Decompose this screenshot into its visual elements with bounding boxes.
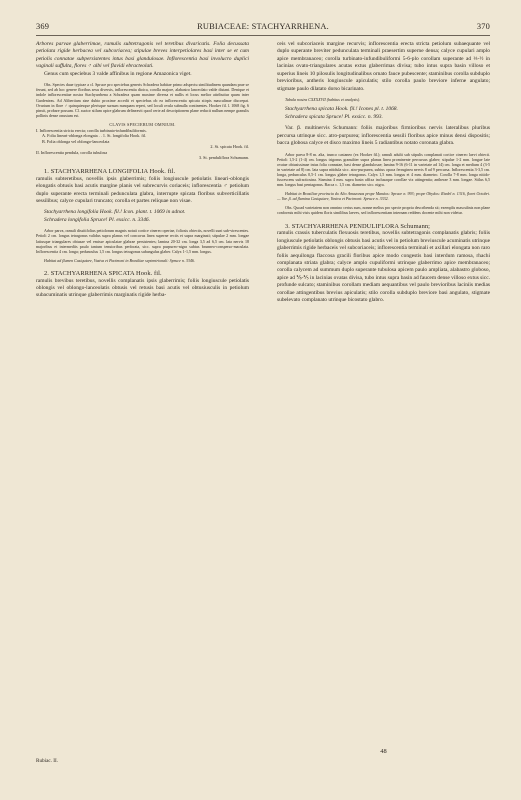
running-title: RUBIACEAE: STACHYARRHENA. [197, 22, 329, 31]
key-row: I. Inflorescentia stricta erecta; corolla turbinato-infundibuliformis. [36, 127, 147, 133]
signature-mark: Rubiac. II. [36, 758, 59, 764]
species-2-reference: Stachyarrhena spicata Hook. fil.! Icones pl. t. 1068. [285, 106, 398, 113]
species-1-reference: Stachyarrhena longifolia Hook. fil.! Icon. plant. t. 1069 in adnot. [44, 209, 186, 216]
species-1-diagnosis: ramulis subteretibus, novellis ipsis glaberrimis; foliis longiuscule petiolatis lineari-oblongis elongatis obtusis basi acutis margine planis vel subrecurvis coriaceis; inflorescentia ♂ petiolum duplo superante erecta terminali pedunculata glabra, interrupte spicata floribus subverticillatis sessilibus; calyce cupulari truncato; corolla et partes reliquae non visae. [36, 175, 249, 205]
species-2-description: Arbor parva 8-8 m. alta, trunco castaneo (ex Hooker fil.); ramuli adulti sub stipulis complanati cortice cinereo laevi obtecti. Petioli 1,5-2 (1-4) cm. longus trigonus granuliter supra planus linea prominente percursus glaber; stipulae 1-2 mm. longae late ovatae obtusissimae intus folia connatae, basi dense glandulosae; lamina 9-16 (6-11 in varietate ad 14) cm. longa et medium 4 (3-5 in varietate ad 8) cm. lata supra nitidula sicc. atro-purpurea, subtus opaca ferruginea nervis 8 ad 9 percursa. Inflorescentia 3-3,5 cm. longa, pedunculus 0,5-1 cm. longus glaber tetragonus. Calyx 1,5 mm. longus et 4 mm. diametro. Corolla 7-8 mm. longa nitido-fuscescens sufractiosina. Stamina 4 mm. supra basin affixa inclusaque corollae vix attingentia; antherae 3 mm. longae. Stilus 6,5 mm. longus basi pentagonus. Bacca c. 1,5 cm. diametro sicc. nigra. [277, 151, 490, 188]
page-number-left: 369 [36, 22, 50, 31]
species-2-heading: 2. STACHYARRHENA SPICATA Hook. fil. [44, 269, 162, 277]
key-row: B. Folia oblonga vel oblongo-lanceolata [42, 138, 110, 144]
plate-reference: Tabula nostra CXXXXVII (habitus et analysis). [285, 97, 361, 103]
variety-description: Var. β. multinervis Schumann: foliis majoribus firmioribus nervis lateralibus pluribus percursa utrinque sicc. atro-purpurea; inflorescentia sessili floribus apice minus densi dispositis; bacca globosa calyce et disco maximo lineis 5 radiantibus notato coronata glabra. [277, 125, 490, 147]
species-key [36, 122, 249, 161]
species-2-synonym: Schradera spicata Spruce! Pl. exsicc. n. 993. [285, 113, 383, 120]
page-number-right: 370 [476, 22, 490, 31]
species-1-habitat: Habitat ad flumen Casiquiare, Vasiva et Pacimoni in Brasiliae septentrionali: Spruce n. 3346. [44, 257, 195, 263]
key-title: CLAVIS SPECIERUM OMNIUM. [109, 121, 176, 127]
species-1-heading: 1. STACHYARRHENA LONGIFOLIA Hook. fil. [44, 168, 176, 176]
right-column [277, 41, 490, 305]
species-1-description: Arbor parva, ramuli dissitifolius petiolorum magnis notati cortice cinereo opertae, foliosis obtectis, novelli sunt sub-virescentes. Petioli 2 cm. longus tetragonus validus supra planus vel concavus linea superne rectis et supra marginati; stipulae 2 mm. longae latiusque triangulares obtusae vel emisse apiculatae glabrae persistentes; lamina 20-32 cm. longa 3,5 ad 6,5 cm. lata nervis 18 majoribus et intermediis paulo tantum tenuioribus perforata, sicc. supra purpureo-nigra subtus brunneo-consperso-maculata. Inflorescentia 4 cm. longa; pedunculus 1,5 cm. longus tetragonus subangulus glaber. Calyx 1-1,5 mm. longus. [36, 228, 249, 254]
key-row: A. Folia lineari-oblonga elongata . . 1. St. longifolia Hook. fil. [42, 133, 147, 139]
header-rule [36, 35, 490, 36]
key-row: 2. St. spicata Hook. fil. [210, 144, 249, 150]
genus-description: Arbores parvae glaberrimae, ramulis subtetragonis vel teretibus divaricatis. Folia decussata petiolata rigide herbacea vel subcoriacea; stipulae breves interpetiolares basi inter se et cum petiolis connatae subpersistentes intus basi glandulosae. Inflorescentia basi involucro duplici vaginali suffulta, flores ♂ albi vel flavidi ebracteolati. [36, 41, 249, 70]
genus-distribution: Genus cum speciebus 3 valde affinibus in regione Amazonica viget. [44, 70, 192, 77]
left-column [36, 41, 249, 300]
species-2-diagnosis: ramulis brevibus teretibus, novellis complanatis ipsis glaberrimis; foliis longiuscule petiolatis oblongis vel oblongo-lanceolatis obtusis vel retusis basi acutis vel obtusiusculis in petiolum subacuminatis utrinque glaberrimis marginatis rigide herba- [36, 277, 249, 299]
key-row: 3. St. penduliflora Schumann. [198, 155, 249, 161]
species-3-diagnosis: ramulis crassis tuberculatis flexuosis teretibus, novellis subtetragonis complanatis glabris; foliis longiuscule petiolatis oblongis obtusis basi acutis vel in petiolum breviuscule acuminatis utrinque glaberrimis rigide herbaceis vel subcoriaceis; inflorescentia terminali et axillari elongata non raro foliis aequilonga flaccosa gracili floribus apice modo congestis basi interdum ramosa, rhachi complanata striata glabra; calyce amplo cupuliformi utrinque glaberrimo apice membranaceo; corolla calycem ad summum duplo superante tubulosa apicem paulo ampliata, alabastro globoso, apice ad ⅙-⅕ in lacinias ovatas divisa, tubo intus supra basin ad faucem dense villoso extus sicc. profunde sulcato; staminibus corollam mediam aequantibus vel paulo brevioribus laciniis medias corollae attingentibus brevius apiculatis; stilo corolla subduplo breviore basi angulato, stigmate subelevato complanato utrinque bicostato glabro. [277, 230, 490, 304]
species-2-habitat: Habitat in Brasiliae provincia do Alto Amazonas prope Manáos: Spruce n. 993; prope Obydos: Riedel n. 1316, floret Octobri. — Var. β. ad flumina Casiquiare, Vasiva et Pacimoni: Spruce n. 3332. [277, 191, 490, 202]
key-row: II. Inflorescentia pendula, corolla tubulosa [36, 149, 108, 155]
species-2-diagnosis-cont: ceis vel subcoriaceis margine recurvis; inflorescentia erecta stricta petiolum subaequante vel duplo superante breviter pedunculata terminali praesertim superne densa; calyce cupulari amplo apice membranaceo; corolla turbinato-infundibuliformi 5-6-plo corollam superante ad ⅓-½ in lacinias ovato-triangulares acutas extus glaberrimas divisa; tubo intus supra basin villoso et superius lineis 10 pilosulis longitudinalibus ornato fauce pubescente; staminibus corolla subduplo brevioribus, antheris longiuscule apiculatis; stilo corolla paulo breviore inferne angulato; stigmate paulo dilatato dorso bicarinato. [277, 41, 490, 92]
variety-observation: Obs. Quoad varietatem non omnino certus sum, nonne melius pro specie propria describenda sit; exemplis masculinis non plane conformis mihi visis quidem floris similibus laeves, sed inflorescentiam internam reddens docente mihi non videtur. [277, 205, 490, 216]
species-1-synonym: Schradera longifolia Spruce! Pl. exsicc. n. 3346. [44, 216, 151, 223]
genus-observation: Obs. Species duae typicae a cl. Spruce pro speciebus generis Schradera habitae primo adspectu similitudinem quandam prae se ferunt, sed ab hoc genere floribus sexu diversis, inflorescentia dioica, corolla majore, alabastro lanceolato valde distant. Denique et indole inflorescentiae nostra Stachyarrhena a Schradera quam maxime diversa et nullis ei locus melior attribuitur quam inter Gardenieas. Ad Alibertiam sine dubio proxime accedit et speciebus ob ea inflorescentia spicata stirpis masculinae discrepat. Ovarium in flore ♂ quinquiesque plerisque sursum nunquam reperi, sed loculi ovula subnulla continentes. Hooker fil. l. 1068 fig. 6 pinxit, probare possum. Cl. auctor stilum apice glabrum delineavit quod certe ad descriptionem plane reducit nullum nempe granulis pollinis dense onustum est. [36, 82, 249, 118]
species-3-heading: 3. STACHYARRHENA PENDULIFLORA Schumann; [285, 222, 431, 230]
sheet-number: 48 [380, 748, 387, 755]
running-header [36, 22, 490, 36]
